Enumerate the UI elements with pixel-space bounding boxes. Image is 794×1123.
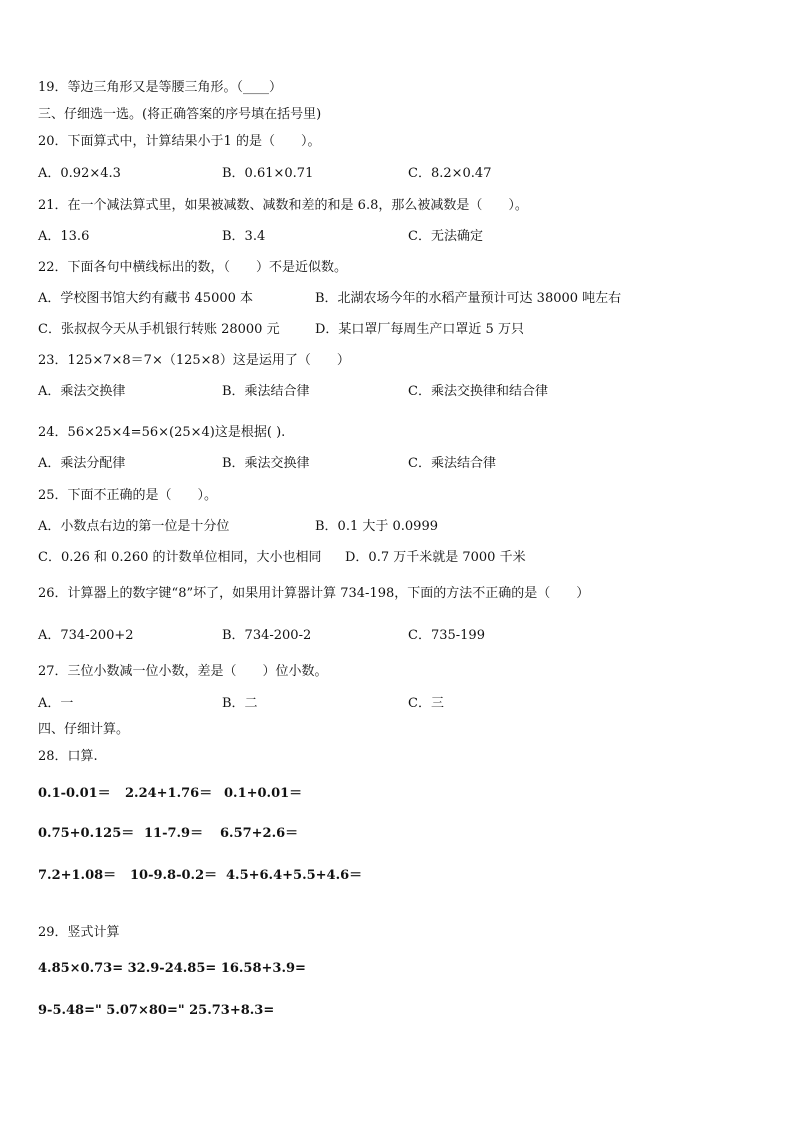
question-28-stem: 28．口算. bbox=[38, 749, 98, 764]
oral-calc-item: 7.2+1.08＝ bbox=[38, 868, 117, 883]
section-3-title: 三、仔细选一选。(将正确答案的序号填在括号里) bbox=[38, 107, 322, 122]
question-26-stem: 26．计算器上的数字键“8”坏了，如果用计算器计算 734-198，下面的方法不正确的是（ ） bbox=[38, 586, 590, 601]
q21-option-c: C．无法确定 bbox=[408, 229, 483, 244]
q26-option-c: C．735-199 bbox=[408, 628, 485, 643]
q21-option-a: A．13.6 bbox=[38, 229, 90, 244]
question-25-stem: 25．下面不正确的是（ ）。 bbox=[38, 488, 218, 503]
q20-option-c: C．8.2×0.47 bbox=[408, 166, 492, 181]
q20-option-a: A．0.92×4.3 bbox=[38, 166, 121, 181]
q24-option-c: C．乘法结合律 bbox=[408, 456, 496, 471]
q27-option-a: A．一 bbox=[38, 696, 74, 711]
q23-option-c: C．乘法交换律和结合律 bbox=[408, 384, 548, 399]
oral-calc-item: 0.1+0.01＝ bbox=[224, 786, 303, 801]
question-29-stem: 29．竖式计算 bbox=[38, 925, 120, 940]
question-22-stem: 22．下面各句中横线标出的数，（ ）不是近似数。 bbox=[38, 260, 348, 275]
q22-option-d: D．某口罩厂每周生产口罩近 5 万只 bbox=[315, 322, 524, 337]
q24-option-a: A．乘法分配律 bbox=[38, 456, 126, 471]
q23-option-a: A．乘法交换律 bbox=[38, 384, 126, 399]
oral-calc-item: 11-7.9＝ bbox=[144, 826, 204, 841]
q21-option-b: B．3.4 bbox=[222, 229, 266, 244]
oral-calc-item: 6.57+2.6＝ bbox=[220, 826, 299, 841]
q22-option-b: B．北湖农场今年的水稻产量预计可达 38000 吨左右 bbox=[315, 291, 622, 306]
q22-option-a: A．学校图书馆大约有藏书 45000 本 bbox=[38, 291, 254, 306]
question-24-stem: 24．56×25×4=56×(25×4)这是根据( ). bbox=[38, 425, 286, 440]
q27-option-c: C．三 bbox=[408, 696, 444, 711]
q25-option-d: D．0.7 万千米就是 7000 千米 bbox=[345, 550, 526, 565]
q24-option-b: B．乘法交换律 bbox=[222, 456, 310, 471]
column-calc-row: 9-5.48=" 5.07×80=" 25.73+8.3= bbox=[38, 1003, 275, 1018]
question-19: 19．等边三角形又是等腰三角形。（____） bbox=[38, 80, 283, 95]
q25-option-b: B．0.1 大于 0.0999 bbox=[315, 519, 438, 534]
oral-calc-item: 4.5+6.4+5.5+4.6＝ bbox=[226, 868, 363, 883]
oral-calc-item: 10-9.8-0.2＝ bbox=[130, 868, 218, 883]
question-20-stem: 20．下面算式中，计算结果小于1 的是（ ）。 bbox=[38, 134, 321, 149]
question-23-stem: 23．125×7×8＝7×（125×8）这是运用了（ ） bbox=[38, 353, 350, 368]
column-calc-row: 4.85×0.73= 32.9-24.85= 16.58+3.9= bbox=[38, 961, 306, 976]
q22-option-c: C．张叔叔今天从手机银行转账 28000 元 bbox=[38, 322, 280, 337]
q26-option-a: A．734-200+2 bbox=[38, 628, 134, 643]
q20-option-b: B．0.61×0.71 bbox=[222, 166, 314, 181]
q25-option-a: A．小数点右边的第一位是十分位 bbox=[38, 519, 230, 534]
oral-calc-item: 0.1-0.01＝ bbox=[38, 786, 111, 801]
q27-option-b: B．二 bbox=[222, 696, 258, 711]
oral-calc-item: 0.75+0.125＝ bbox=[38, 826, 135, 841]
oral-calc-item: 2.24+1.76＝ bbox=[125, 786, 213, 801]
section-4-title: 四、仔细计算。 bbox=[38, 722, 130, 737]
q23-option-b: B．乘法结合律 bbox=[222, 384, 310, 399]
q25-option-c: C．0.26 和 0.260 的计数单位相同，大小也相同 bbox=[38, 550, 322, 565]
question-27-stem: 27．三位小数减一位小数，差是（ ）位小数。 bbox=[38, 664, 328, 679]
q26-option-b: B．734-200-2 bbox=[222, 628, 312, 643]
question-21-stem: 21．在一个减法算式里，如果被减数、减数和差的和是 6.8，那么被减数是（ ）。 bbox=[38, 198, 528, 213]
